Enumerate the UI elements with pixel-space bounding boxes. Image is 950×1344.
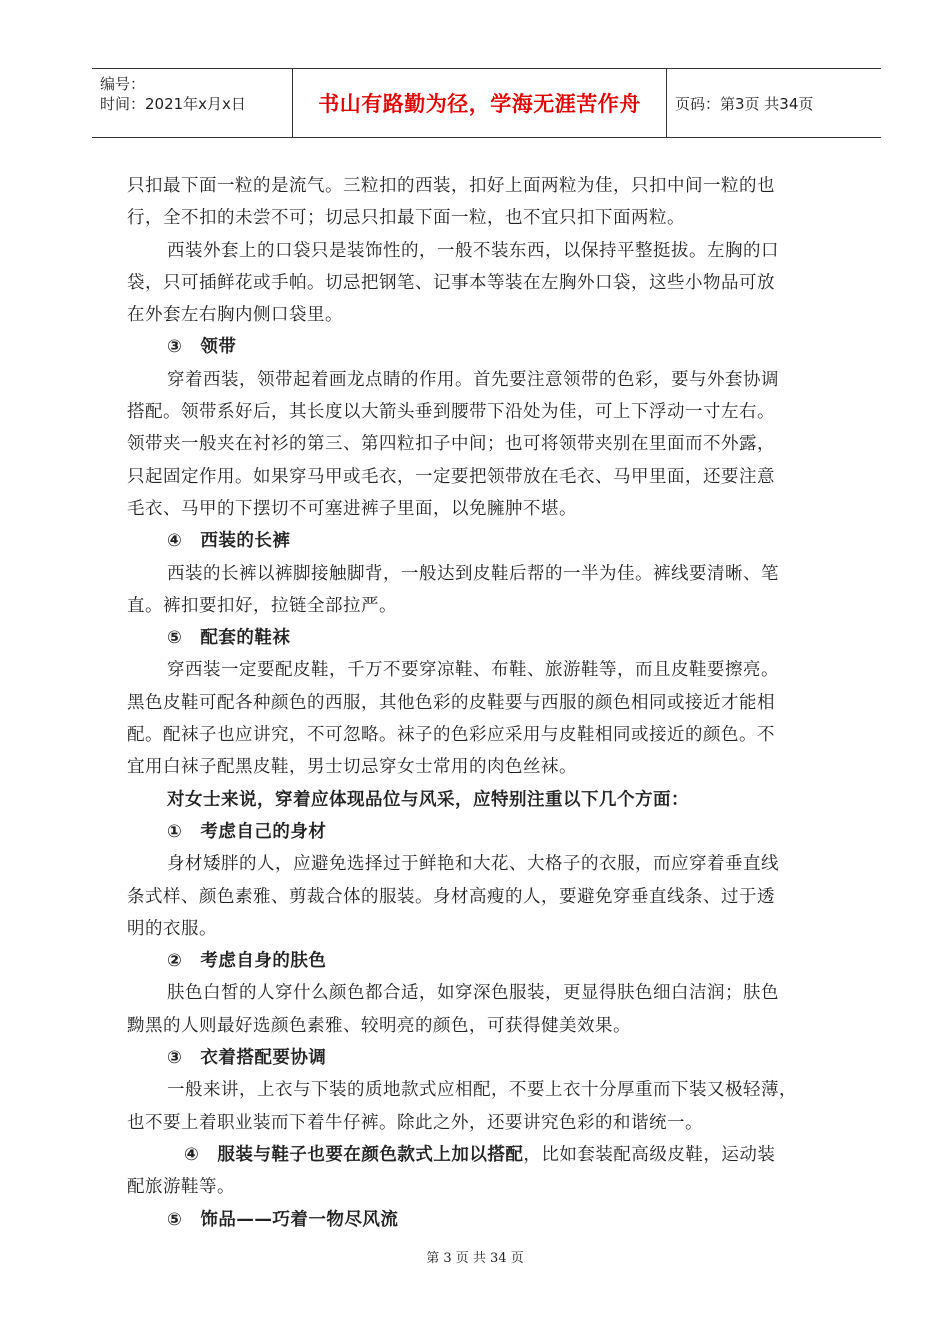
section-heading: ③ 领带 [167, 337, 237, 358]
section-heading: ⑤ 配套的鞋袜 [167, 628, 291, 649]
text-line: 行，全不扣的未尝不可；切忌只扣最下面一粒，也不宜只扣下面两粒。 [127, 208, 685, 229]
text-line: 毛衣、马甲的下摆切不可塞进裤子里面，以免臃肿不堪。 [127, 498, 577, 519]
text-line: 配。配袜子也应讲究，不可忽略。袜子的色彩应采用与皮鞋相同或接近的颜色。不 [127, 725, 775, 746]
text-line: 西装的长裤以裤脚接触脚背，一般达到皮鞋后帮的一半为佳。裤线要清晰、笔 [167, 563, 779, 584]
text-line: 黝黑的人则最好选颜色素雅、较明亮的颜色，可获得健美效果。 [127, 1015, 631, 1036]
text-line: 在外套左右胸内侧口袋里。 [127, 305, 343, 326]
page-code: 页码：第3页 共34页 [675, 94, 814, 113]
mixed-line [127, 1139, 852, 1171]
section-heading-inline: ④ 服装与鞋子也要在颜色款式上加以搭配 [184, 1144, 524, 1165]
text-line: 身材矮胖的人，应避免选择过于鲜艳和大花、大格子的衣服，而应穿着垂直线 [167, 854, 779, 875]
number-label: 编号： [100, 75, 146, 93]
text-line: 只起固定作用。如果穿马甲或毛衣，一定要把领带放在毛衣、马甲里面，还要注意 [127, 466, 775, 487]
time-label: 时间：2021年x月x日 [100, 95, 246, 113]
text-line: 西装外套上的口袋只是装饰性的，一般不装东西，以保持平整挺拔。左胸的口 [167, 240, 779, 261]
text-line: 只扣最下面一粒的是流气。三粒扣的西装，扣好上面两粒为佳，只扣中间一粒的也 [127, 176, 775, 196]
text-line: 黑色皮鞋可配各种颜色的西服，其他色彩的皮鞋要与西服的颜色相同或接近才能相 [127, 692, 775, 713]
header-left-cell [92, 69, 292, 137]
text-line: 明的衣服。 [127, 918, 217, 939]
section-heading: ① 考虑自己的身材 [167, 821, 327, 842]
header-page-cell [665, 69, 881, 137]
text-line: 穿着西装，领带起着画龙点睛的作用。首先要注意领带的色彩，要与外套协调 [167, 369, 779, 390]
section-heading: ③ 衣着搭配要协调 [167, 1048, 327, 1069]
text-line: 配旅游鞋等。 [127, 1177, 235, 1198]
text-line: 领带夹一般夹在衬衫的第三、第四粒扣子中间；也可将领带夹别在里面而不外露， [127, 434, 775, 455]
text-line: 肤色白皙的人穿什么颜色都合适，如穿深色服装，更显得肤色细白洁润；肤色 [167, 983, 779, 1004]
text-line: 穿西装一定要配皮鞋，千万不要穿凉鞋、布鞋、旅游鞋等，而且皮鞋要擦亮。 [167, 660, 779, 681]
text-line: 搭配。领带系好后，其长度以大箭头垂到腰带下沿处为佳，可上下浮动一寸左右。 [127, 402, 775, 423]
page-footer: 第 3 页 共 34 页 [426, 1251, 524, 1266]
text-span: ，比如套装配高级皮鞋，运动装 [523, 1144, 776, 1165]
header-motto-cell [292, 69, 667, 137]
section-intro: 对女士来说，穿着应体现品位与风采，应特别注重以下几个方面： [167, 789, 689, 810]
document-body [127, 170, 852, 1236]
text-line: 一般来讲，上衣与下装的质地款式应相配，不要上衣十分厚重而下装又极轻薄， [167, 1080, 797, 1101]
text-line: 条式样、颜色素雅、剪裁合体的服装。身材高瘦的人，要避免穿垂直线条、过于透 [127, 886, 775, 907]
text-line: 直。裤扣要扣好，拉链全部拉严。 [127, 595, 397, 616]
header-table [92, 68, 881, 138]
section-heading: ② 考虑自身的肤色 [167, 951, 327, 972]
section-heading: ⑤ 饰品——巧着一物尽风流 [167, 1209, 399, 1230]
text-line: 也不要上着职业装而下着牛仔裤。除此之外，还要讲究色彩的和谐统一。 [127, 1112, 703, 1133]
text-line: 袋，只可插鲜花或手帕。切忌把钢笔、记事本等装在左胸外口袋，这些小物品可放 [127, 272, 775, 293]
motto: 书山有路勤为径，学海无涯苦作舟 [318, 92, 641, 116]
text-line: 宜用白袜子配黑皮鞋，男士切忌穿女士常用的肉色丝袜。 [127, 757, 577, 778]
section-heading: ④ 西装的长裤 [167, 531, 291, 552]
